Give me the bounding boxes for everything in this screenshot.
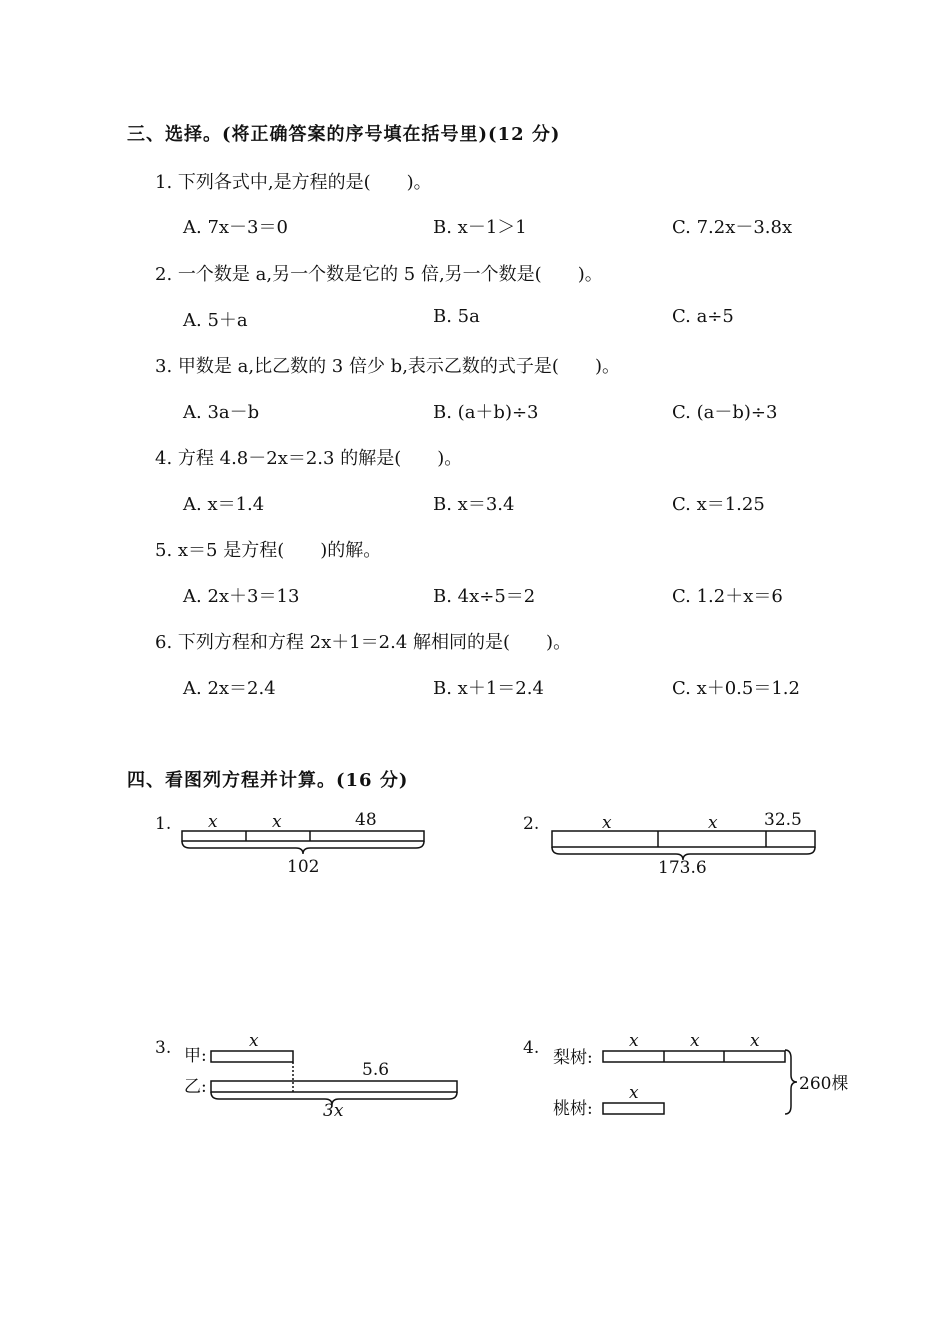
diagram-4-li-seg3-label: x (750, 1031, 760, 1051)
diagram-4-tao-bar (603, 1103, 664, 1114)
diagram-2-seg2-label: x (708, 813, 718, 833)
section3-title: 三、选择。(将正确答案的序号填在括号里)(12 分) (127, 124, 561, 145)
diagram-4-total-label: 260棵 (799, 1074, 849, 1094)
question-2-option-c: C. a÷5 (672, 306, 734, 327)
diagram-3-extra-label: 5.6 (362, 1060, 390, 1080)
diagram-3-jia-label: 甲: (184, 1046, 207, 1066)
question-1-option-b: B. x－1＞1 (433, 217, 527, 238)
diagram-4-number: 4. (523, 1038, 540, 1058)
question-4-option-b: B. x＝3.4 (433, 494, 515, 515)
diagram-3-jia-seg-label: x (249, 1031, 259, 1051)
question-6-option-b: B. x＋1＝2.4 (433, 678, 544, 699)
question-2-option-b: B. 5a (433, 306, 480, 327)
diagram-4-li-seg1-label: x (629, 1031, 639, 1051)
question-3-option-a: A. 3a－b (183, 402, 260, 423)
diagram-3-yi-label: 乙: (184, 1077, 207, 1097)
diagram-4-tao-seg-label: x (629, 1083, 639, 1103)
diagram-2-seg1-label: x (602, 813, 612, 833)
diagram-3-total-label: 3x (323, 1101, 344, 1121)
diagram-4-tao-label: 桃树: (553, 1099, 593, 1119)
diagram-3 (211, 1051, 457, 1105)
diagram-3-number: 3. (155, 1038, 172, 1058)
diagram-2 (552, 831, 815, 860)
diagram-1-seg2-label: x (272, 812, 282, 832)
question-2-stem: 2. 一个数是 a,另一个数是它的 5 倍,另一个数是( )。 (155, 264, 603, 285)
question-6-option-c: C. x＋0.5＝1.2 (672, 678, 800, 699)
diagram-1-seg1-label: x (208, 812, 218, 832)
diagram-1-number: 1. (155, 814, 172, 834)
question-1-option-a: A. 7x－3＝0 (183, 217, 288, 238)
question-3-stem: 3. 甲数是 a,比乙数的 3 倍少 b,表示乙数的式子是( )。 (155, 356, 620, 377)
diagram-2-number: 2. (523, 814, 540, 834)
question-5-option-a: A. 2x＋3＝13 (183, 586, 300, 607)
question-4-option-c: C. x＝1.25 (672, 494, 765, 515)
diagram-4-li-seg2-label: x (690, 1031, 700, 1051)
diagram-4 (603, 1050, 797, 1114)
diagram-2-total-label: 173.6 (658, 858, 707, 878)
diagram-4-total-brace (785, 1050, 797, 1114)
question-1-stem: 1. 下列各式中,是方程的是( )。 (155, 172, 432, 193)
section4-title: 四、看图列方程并计算。(16 分) (127, 770, 409, 791)
question-2-option-a: A. 5＋a (183, 310, 248, 331)
diagram-1-total-label: 102 (287, 857, 320, 877)
question-4-option-a: A. x＝1.4 (183, 494, 265, 515)
question-5-stem: 5. x＝5 是方程( )的解。 (155, 540, 382, 561)
diagram-1 (182, 831, 424, 854)
diagram-1-seg3-label: 48 (355, 810, 377, 830)
diagram-1-total-brace (182, 841, 424, 854)
question-6-option-a: A. 2x＝2.4 (183, 678, 276, 699)
diagram-3-yi-bar (211, 1081, 457, 1092)
question-5-option-b: B. 4x÷5＝2 (433, 586, 536, 607)
question-3-option-b: B. (a＋b)÷3 (433, 402, 539, 423)
diagram-2-bar (552, 831, 815, 847)
question-1-option-c: C. 7.2x－3.8x (672, 217, 793, 238)
diagram-1-bar (182, 831, 424, 841)
diagram-2-seg3-label: 32.5 (764, 810, 802, 830)
question-5-option-c: C. 1.2＋x＝6 (672, 586, 783, 607)
question-3-option-c: C. (a－b)÷3 (672, 402, 778, 423)
diagram-3-jia-bar (211, 1051, 293, 1062)
diagram-4-li-label: 梨树: (553, 1048, 593, 1068)
question-6-stem: 6. 下列方程和方程 2x＋1＝2.4 解相同的是( )。 (155, 632, 572, 653)
diagram-4-li-bar (603, 1051, 785, 1062)
question-4-stem: 4. 方程 4.8－2x＝2.3 的解是( )。 (155, 448, 463, 469)
